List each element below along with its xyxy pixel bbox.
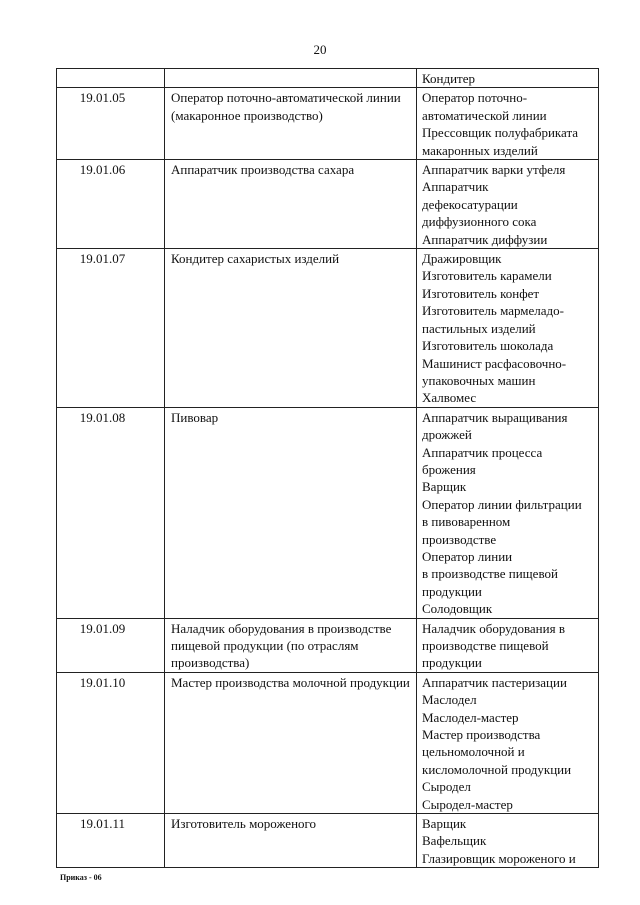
qualification-line: Сыродел bbox=[422, 779, 471, 795]
qualification-line: Маслодел-мастер bbox=[422, 709, 519, 725]
qualification-line: Изготовитель мармеладо- bbox=[422, 303, 564, 319]
qualification-line: Машинист расфасовочно- bbox=[422, 355, 567, 371]
profession-name: Оператор поточно-автоматической линии (макаронное производство) bbox=[165, 88, 417, 160]
qualification-line: Аппаратчик диффузии bbox=[422, 231, 548, 247]
qualifications-cell bbox=[417, 69, 599, 88]
qualification-line: Оператор линии фильтрации bbox=[422, 496, 582, 512]
table-row bbox=[57, 814, 599, 868]
table-row bbox=[57, 618, 599, 672]
qualification-line: диффузионного сока bbox=[422, 214, 537, 230]
qualification-line: пастильных изделий bbox=[422, 320, 536, 336]
qualification-line: Варщик bbox=[422, 479, 467, 495]
qualification-line: продукции bbox=[422, 583, 482, 599]
qualification-line: брожения bbox=[422, 461, 476, 477]
qualifications-cell bbox=[417, 814, 599, 868]
qualification-line: дрожжей bbox=[422, 427, 472, 443]
qualification-line: Глазировщик мороженого и bbox=[422, 850, 576, 866]
qualification-line: Дражировщик bbox=[422, 251, 502, 267]
qualification-line: Изготовитель шоколада bbox=[422, 338, 554, 354]
profession-name: Мастер производства молочной продукции bbox=[165, 672, 417, 813]
qualification-line: Сыродел-мастер bbox=[422, 796, 513, 812]
qualification-line: кисломолочной продукции bbox=[422, 761, 572, 777]
table-row bbox=[57, 88, 599, 160]
qualification-line: Аппаратчик выращивания bbox=[422, 409, 568, 425]
qualification-line: Аппаратчик процесса bbox=[422, 444, 543, 460]
specialty-code: 19.01.09 bbox=[57, 618, 165, 672]
qualification-line: Вафельщик bbox=[422, 833, 487, 849]
qualifications-cell bbox=[417, 672, 599, 813]
page-number: 20 bbox=[313, 42, 327, 57]
qualification-line: дефекосатурации bbox=[422, 196, 518, 212]
qualification-line: Солодовщик bbox=[422, 601, 493, 617]
qualification-line: Аппаратчик bbox=[422, 179, 489, 195]
qualification-line: Оператор линии bbox=[422, 548, 513, 564]
qualification-line: Халвомес bbox=[422, 390, 477, 406]
qualification-line: цельномолочной и bbox=[422, 744, 525, 760]
profession-name: Кондитер сахаристых изделий bbox=[165, 249, 417, 408]
profession-name: Наладчик оборудования в производстве пищевой продукции (по отраслям производства) bbox=[165, 618, 417, 672]
specialty-code: 19.01.08 bbox=[57, 407, 165, 618]
profession-name: Пивовар bbox=[165, 407, 417, 618]
qualification-line: в пивоваренном bbox=[422, 514, 511, 530]
qualification-line: Мастер производства bbox=[422, 727, 541, 743]
qualification-line: производстве пищевой bbox=[422, 638, 549, 653]
qualification-line: автоматической линии bbox=[422, 107, 547, 123]
profession-name bbox=[165, 69, 417, 88]
qualifications-cell bbox=[417, 407, 599, 618]
qualification-line: Наладчик оборудования в bbox=[422, 620, 565, 636]
specialty-code: 19.01.06 bbox=[57, 160, 165, 249]
specialty-code: 19.01.07 bbox=[57, 249, 165, 408]
professions-table bbox=[56, 68, 599, 868]
profession-name: Аппаратчик производства сахара bbox=[165, 160, 417, 249]
specialty-code: 19.01.05 bbox=[57, 88, 165, 160]
qualification-line: Варщик bbox=[422, 816, 467, 832]
qualification-line: продукции bbox=[422, 655, 482, 671]
qualification-line: Кондитер bbox=[422, 71, 476, 86]
qualifications-cell bbox=[417, 160, 599, 249]
qualification-line: производстве bbox=[422, 531, 497, 547]
specialty-code: 19.01.10 bbox=[57, 672, 165, 813]
qualification-line: в производстве пищевой bbox=[422, 566, 558, 582]
qualification-line: Маслодел bbox=[422, 692, 477, 708]
profession-name: Изготовитель мороженого bbox=[165, 814, 417, 868]
qualifications-cell bbox=[417, 618, 599, 672]
qualification-line: Прессовщик полуфабриката bbox=[422, 125, 579, 141]
qualification-line: Аппаратчик пастеризации bbox=[422, 674, 567, 690]
qualifications-cell bbox=[417, 249, 599, 408]
table-row bbox=[57, 69, 599, 88]
qualification-line: Изготовитель конфет bbox=[422, 285, 540, 301]
table-body bbox=[57, 69, 599, 868]
specialty-code: 19.01.11 bbox=[57, 814, 165, 868]
table-row bbox=[57, 407, 599, 618]
specialty-code bbox=[57, 69, 165, 88]
footer-note: Приказ - 06 bbox=[60, 873, 102, 882]
qualification-line: Изготовитель карамели bbox=[422, 268, 552, 284]
qualification-line: Аппаратчик варки утфеля bbox=[422, 162, 566, 178]
table-row bbox=[57, 249, 599, 408]
qualification-line: макаронных изделий bbox=[422, 142, 538, 158]
table-row bbox=[57, 672, 599, 813]
table-row bbox=[57, 160, 599, 249]
qualification-line: Оператор поточно- bbox=[422, 90, 528, 106]
qualification-line: упаковочных машин bbox=[422, 372, 536, 388]
qualifications-cell bbox=[417, 88, 599, 160]
